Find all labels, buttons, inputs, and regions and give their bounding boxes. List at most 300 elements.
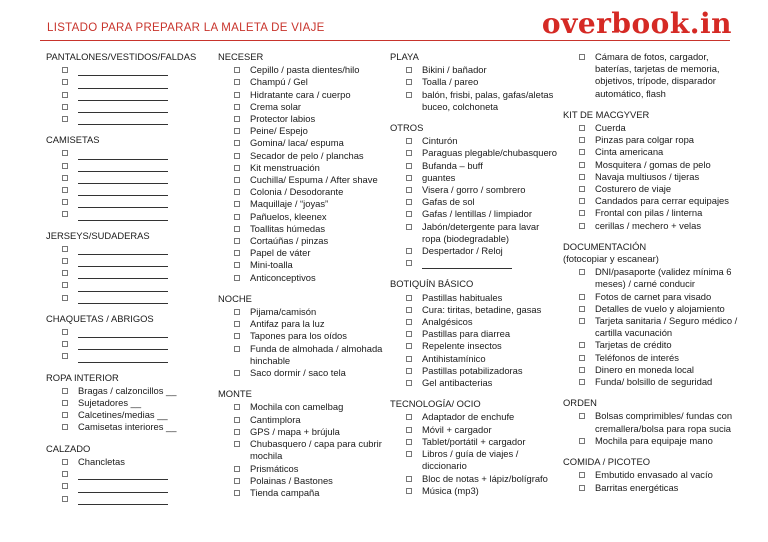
checklist-item xyxy=(218,211,386,223)
checklist-item xyxy=(390,245,560,257)
checkbox-icon[interactable] xyxy=(406,356,412,362)
item-label: Móvil + cargador xyxy=(422,423,492,435)
checkbox-icon[interactable] xyxy=(579,162,585,168)
item-label: Analgésicos xyxy=(422,316,473,328)
checklist-item xyxy=(563,303,743,315)
checklist-item xyxy=(46,243,212,255)
checklist-item xyxy=(218,162,386,174)
checklist-item xyxy=(390,304,560,316)
item-label: Tarjeta sanitaria / Seguro médico / cartilla vacunación xyxy=(595,315,738,339)
checklist-section xyxy=(218,293,386,379)
item-label: Sujetadores __ xyxy=(78,397,142,409)
checklist-item xyxy=(390,257,560,269)
checklist-item xyxy=(218,137,386,149)
checklist-item xyxy=(218,438,386,462)
checkbox-icon[interactable] xyxy=(579,269,585,275)
item-label: Polainas / Bastones xyxy=(250,474,333,486)
item-label: Toallitas húmedas xyxy=(250,222,326,234)
checkbox-icon[interactable] xyxy=(406,163,412,169)
write-in-line[interactable] xyxy=(78,174,168,184)
checkbox-icon[interactable] xyxy=(406,427,412,433)
checkbox-icon[interactable] xyxy=(406,211,412,217)
checkbox-icon[interactable] xyxy=(234,466,240,472)
checklist-item xyxy=(218,235,386,247)
checkbox-icon[interactable] xyxy=(234,250,240,256)
checkbox-icon[interactable] xyxy=(62,496,68,502)
checkbox-icon[interactable] xyxy=(234,346,240,352)
item-label: Bolsas comprimibles/ fundas con cremallera/bolsa para ropa sucia xyxy=(595,410,733,434)
write-in-line[interactable] xyxy=(78,495,168,505)
checkbox-icon[interactable] xyxy=(234,189,240,195)
checklist-item xyxy=(46,468,212,480)
checkbox-icon[interactable] xyxy=(62,400,68,406)
checkbox-icon[interactable] xyxy=(62,199,68,205)
checkbox-icon[interactable] xyxy=(62,388,68,394)
checkbox-icon[interactable] xyxy=(234,478,240,484)
checkbox-icon[interactable] xyxy=(579,198,585,204)
section-title: PANTALONES/VESTIDOS/FALDAS xyxy=(46,51,197,62)
item-label: Cuchilla/ Espuma / After shave xyxy=(250,174,378,186)
item-label: Funda/ bolsillo de seguridad xyxy=(595,376,713,388)
checkbox-icon[interactable] xyxy=(579,485,585,491)
checkbox-icon[interactable] xyxy=(579,318,585,324)
checkbox-icon[interactable] xyxy=(579,472,585,478)
checkbox-icon[interactable] xyxy=(406,488,412,494)
item-label: Pañuelos, kleenex xyxy=(250,210,327,222)
checklist-section xyxy=(563,109,743,232)
section-title: BOTIQUÍN BÁSICO xyxy=(390,278,474,290)
write-in-line[interactable] xyxy=(78,103,168,113)
checklist-item xyxy=(390,292,560,304)
checkbox-icon[interactable] xyxy=(406,331,412,337)
blank-write-line xyxy=(78,493,212,505)
checkbox-icon[interactable] xyxy=(406,138,412,144)
item-label: Tablet/portátil + cargador xyxy=(422,435,526,447)
checkbox-icon[interactable] xyxy=(406,79,412,85)
checkbox-icon[interactable] xyxy=(62,79,68,85)
blank-write-line xyxy=(78,101,212,113)
blank-write-line xyxy=(422,257,560,269)
checklist-item xyxy=(218,223,386,235)
checkbox-icon[interactable] xyxy=(234,321,240,327)
item-label: Colonia / Desodorante xyxy=(250,186,344,198)
checkbox-icon[interactable] xyxy=(234,177,240,183)
item-label: Protector labios xyxy=(250,113,316,125)
checklist-item xyxy=(46,147,212,159)
checkbox-icon[interactable] xyxy=(62,483,68,489)
checkbox-icon[interactable] xyxy=(234,429,240,435)
checkbox-icon[interactable] xyxy=(579,210,585,216)
checkbox-icon[interactable] xyxy=(406,224,412,230)
checkbox-icon[interactable] xyxy=(579,125,585,131)
brand-logo: overbook.in xyxy=(541,7,732,40)
item-label: Prismáticos xyxy=(250,462,299,474)
checkbox-icon[interactable] xyxy=(579,186,585,192)
blank-write-line xyxy=(78,208,212,220)
write-in-line[interactable] xyxy=(78,328,168,338)
checkbox-icon[interactable] xyxy=(406,439,412,445)
item-label: Calcetines/medias __ xyxy=(78,409,168,421)
checklist-item xyxy=(563,195,743,207)
checklist-section xyxy=(46,372,212,434)
checkbox-icon[interactable] xyxy=(406,175,412,181)
checklist-item xyxy=(218,125,386,137)
checkbox-icon[interactable] xyxy=(579,413,585,419)
checkbox-icon[interactable] xyxy=(579,174,585,180)
checkbox-icon[interactable] xyxy=(234,79,240,85)
checklist-item xyxy=(563,376,743,388)
checkbox-icon[interactable] xyxy=(62,187,68,193)
checklist-item xyxy=(46,421,212,433)
checklist-item xyxy=(563,315,743,339)
checklist-item xyxy=(390,340,560,352)
checkbox-icon[interactable] xyxy=(406,92,412,98)
checklist-section xyxy=(390,122,560,269)
checkbox-icon[interactable] xyxy=(62,471,68,477)
checkbox-icon[interactable] xyxy=(62,67,68,73)
blank-write-line xyxy=(78,468,212,480)
item-label: Repelente insectos xyxy=(422,340,502,352)
blank-write-line xyxy=(78,292,212,304)
item-label: Saco dormir / saco tela xyxy=(250,367,346,379)
checkbox-icon[interactable] xyxy=(234,128,240,134)
write-in-line[interactable] xyxy=(78,470,168,480)
checkbox-icon[interactable] xyxy=(62,104,68,110)
item-label: Papel de váter xyxy=(250,247,311,259)
checklist-item xyxy=(390,328,560,340)
item-label: Barritas energéticas xyxy=(595,481,679,493)
checklist-item xyxy=(46,101,212,113)
item-label: Antihistamínico xyxy=(422,352,486,364)
checkbox-icon[interactable] xyxy=(62,92,68,98)
checkbox-icon[interactable] xyxy=(234,309,240,315)
checkbox-icon[interactable] xyxy=(234,490,240,496)
checkbox-icon[interactable] xyxy=(62,282,68,288)
checklist-item xyxy=(218,426,386,438)
checklist-item xyxy=(563,207,743,219)
checkbox-icon[interactable] xyxy=(234,262,240,268)
checklist-item xyxy=(218,272,386,284)
section-title: CAMISETAS xyxy=(46,134,100,146)
blank-write-line xyxy=(78,113,212,125)
item-label: Embutido envasado al vacío xyxy=(595,469,713,481)
write-in-line[interactable] xyxy=(78,150,168,160)
checklist-item xyxy=(46,397,212,409)
checkbox-icon[interactable] xyxy=(234,165,240,171)
item-label: Detalles de vuelo y alojamiento xyxy=(595,302,725,314)
item-label: Cantimplora xyxy=(250,413,301,425)
item-label: Despertador / Reloj xyxy=(422,245,503,257)
checklist-item xyxy=(390,160,560,172)
item-label: Peine/ Espejo xyxy=(250,125,308,137)
checklist-section xyxy=(390,398,560,497)
checkbox-icon[interactable] xyxy=(234,275,240,281)
checkbox-icon[interactable] xyxy=(406,414,412,420)
section-subtitle: (fotocopiar y escanear) xyxy=(563,253,659,265)
section-title: TECNOLOGÍA/ OCIO xyxy=(390,398,481,410)
checklist-section xyxy=(390,51,560,113)
item-label: Antifaz para la luz xyxy=(250,318,325,330)
checkbox-icon[interactable] xyxy=(62,270,68,276)
checkbox-icon[interactable] xyxy=(406,248,412,254)
checkbox-icon[interactable] xyxy=(234,214,240,220)
checklist-item xyxy=(46,160,212,172)
write-in-line[interactable] xyxy=(78,66,168,76)
checklist-item xyxy=(218,414,386,426)
section-title: DOCUMENTACIÓN xyxy=(563,240,647,252)
item-label: Gafas / lentillas / limpiador xyxy=(422,208,532,220)
checklist-item xyxy=(46,338,212,350)
item-label: Funda de almohada / almohada hinchable xyxy=(250,342,383,366)
item-label: balón, frisbi, palas, gafas/aletas buceo, colchoneta xyxy=(422,88,554,112)
section-title: CHAQUETAS / ABRIGOS xyxy=(46,312,154,324)
checklist-item xyxy=(218,306,386,318)
checklist-item xyxy=(46,255,212,267)
item-label: Gel antibacterias xyxy=(422,377,493,389)
checkbox-icon[interactable] xyxy=(406,295,412,301)
blank-write-line xyxy=(78,279,212,291)
item-label: Cámara de fotos, cargador, baterías, tarjetas de memoria, objetivos, trípode, disparador automático, flash xyxy=(595,51,720,99)
checklist-item xyxy=(390,89,560,113)
checkbox-icon[interactable] xyxy=(406,319,412,325)
item-label: Chancletas xyxy=(78,455,125,467)
checklist-item xyxy=(46,326,212,338)
checkbox-icon[interactable] xyxy=(234,153,240,159)
item-label: Bloc de notas + lápiz/bolígrafo xyxy=(422,472,548,484)
checkbox-icon[interactable] xyxy=(62,150,68,156)
write-in-line[interactable] xyxy=(78,91,168,101)
item-label: Mosquitera / gomas de pelo xyxy=(595,158,711,170)
write-in-line[interactable] xyxy=(78,115,168,125)
checkbox-icon[interactable] xyxy=(62,459,68,465)
write-in-line[interactable] xyxy=(78,269,168,279)
checklist-item xyxy=(563,171,743,183)
checkbox-icon[interactable] xyxy=(62,163,68,169)
item-label: Teléfonos de interés xyxy=(595,351,679,363)
checkbox-icon[interactable] xyxy=(579,294,585,300)
checkbox-icon[interactable] xyxy=(234,226,240,232)
checkbox-icon[interactable] xyxy=(234,104,240,110)
item-label: Jabón/detergente para lavar ropa (biodegradable) xyxy=(422,220,540,244)
checklist-item xyxy=(218,150,386,162)
item-label: Cinturón xyxy=(422,135,458,147)
checklist-item xyxy=(46,208,212,220)
checklist-item xyxy=(46,456,212,468)
checklist-section xyxy=(218,388,386,499)
checkbox-icon[interactable] xyxy=(234,417,240,423)
checklist-item xyxy=(218,89,386,101)
section-title: NECESER xyxy=(218,51,264,62)
item-label: Gomina/ laca/ espuma xyxy=(250,137,344,149)
checklist-item xyxy=(563,469,743,481)
checklist-item xyxy=(390,208,560,220)
checkbox-icon[interactable] xyxy=(406,260,412,266)
checkbox-icon[interactable] xyxy=(234,370,240,376)
checklist-item xyxy=(563,364,743,376)
checkbox-icon[interactable] xyxy=(62,295,68,301)
blank-write-line xyxy=(78,76,212,88)
checkbox-icon[interactable] xyxy=(234,92,240,98)
checklist-item xyxy=(390,64,560,76)
checkbox-icon[interactable] xyxy=(234,116,240,122)
write-in-line[interactable] xyxy=(422,259,512,269)
write-in-line[interactable] xyxy=(78,257,168,267)
write-in-line[interactable] xyxy=(78,483,168,493)
item-label: Hidratante cara / cuerpo xyxy=(250,88,351,100)
item-label: Crema solar xyxy=(250,100,302,112)
write-in-line[interactable] xyxy=(78,294,168,304)
checkbox-icon[interactable] xyxy=(579,367,585,373)
checkbox-icon[interactable] xyxy=(62,341,68,347)
page-header xyxy=(0,0,768,44)
item-label: Cortaúñas / pinzas xyxy=(250,235,329,247)
item-label: Mini-toalla xyxy=(250,259,293,271)
checklist-section xyxy=(218,51,386,284)
item-label: Fotos de carnet para visado xyxy=(595,290,712,302)
checkbox-icon[interactable] xyxy=(579,438,585,444)
blank-write-line xyxy=(78,326,212,338)
checklist-item xyxy=(218,76,386,88)
checkbox-icon[interactable] xyxy=(62,412,68,418)
checkbox-icon[interactable] xyxy=(406,199,412,205)
item-label: Visera / gorro / sombrero xyxy=(422,184,526,196)
checklist-section xyxy=(46,134,212,220)
blank-write-line xyxy=(78,147,212,159)
checklist-item xyxy=(390,365,560,377)
checkbox-icon[interactable] xyxy=(62,116,68,122)
item-label: Toalla / pareo xyxy=(422,76,479,88)
checkbox-icon[interactable] xyxy=(579,137,585,143)
checkbox-icon[interactable] xyxy=(234,67,240,73)
checklist-item xyxy=(46,76,212,88)
checklist-item xyxy=(390,316,560,328)
item-label: Cinta americana xyxy=(595,146,664,158)
checklist-item xyxy=(46,409,212,421)
item-label: Champú / Gel xyxy=(250,76,308,88)
checklist-column xyxy=(46,51,212,514)
checklist-item xyxy=(563,291,743,303)
item-label: Frontal con pilas / linterna xyxy=(595,207,703,219)
checkbox-icon[interactable] xyxy=(579,342,585,348)
checkbox-icon[interactable] xyxy=(234,333,240,339)
write-in-line[interactable] xyxy=(78,186,168,196)
checkbox-icon[interactable] xyxy=(234,404,240,410)
checkbox-icon[interactable] xyxy=(406,380,412,386)
checklist-section xyxy=(46,443,212,505)
blank-write-line xyxy=(78,160,212,172)
checkbox-icon[interactable] xyxy=(234,201,240,207)
item-label: Dinero en moneda local xyxy=(595,363,695,375)
item-label: Bikini / bañador xyxy=(422,64,487,76)
checkbox-icon[interactable] xyxy=(406,343,412,349)
checklist-section xyxy=(390,278,560,389)
checkbox-icon[interactable] xyxy=(406,451,412,457)
checkbox-icon[interactable] xyxy=(406,368,412,374)
checklist-item xyxy=(218,367,386,379)
checklist-column xyxy=(218,51,386,508)
document-title: LISTADO PARA PREPARAR LA MALETA DE VIAJE xyxy=(47,22,325,34)
checkbox-icon[interactable] xyxy=(579,54,585,60)
checkbox-icon[interactable] xyxy=(406,307,412,313)
write-in-line[interactable] xyxy=(78,282,168,292)
write-in-line[interactable] xyxy=(78,211,168,221)
checkbox-icon[interactable] xyxy=(234,140,240,146)
checkbox-icon[interactable] xyxy=(406,150,412,156)
checklist-item xyxy=(218,475,386,487)
checkbox-icon[interactable] xyxy=(62,329,68,335)
checkbox-icon[interactable] xyxy=(579,149,585,155)
item-label: Paraguas plegable/chubasquero xyxy=(422,147,557,159)
checklist-item xyxy=(563,159,743,171)
blank-write-line xyxy=(78,267,212,279)
item-label: Pastillas para diarrea xyxy=(422,328,511,340)
checkbox-icon[interactable] xyxy=(62,175,68,181)
section-title: ORDEN xyxy=(563,397,597,409)
checklist-item xyxy=(218,198,386,210)
item-label: Camisetas interiores __ xyxy=(78,421,177,433)
write-in-line[interactable] xyxy=(78,340,168,350)
write-in-line[interactable] xyxy=(78,162,168,172)
section-title: COMIDA / PICOTEO xyxy=(563,456,650,468)
checklist-item xyxy=(46,89,212,101)
checklist-item xyxy=(46,385,212,397)
checklist-item xyxy=(563,220,743,232)
section-title: NOCHE xyxy=(218,292,252,304)
checkbox-icon[interactable] xyxy=(406,67,412,73)
checklist-item xyxy=(46,493,212,505)
checklist-section xyxy=(563,241,743,388)
checklist-item xyxy=(46,292,212,304)
checkbox-icon[interactable] xyxy=(62,424,68,430)
checklist-item xyxy=(563,122,743,134)
checklist-item xyxy=(563,410,743,434)
item-label: Chubasquero / capa para cubrir mochila xyxy=(250,438,382,462)
checkbox-icon[interactable] xyxy=(62,353,68,359)
checkbox-icon[interactable] xyxy=(62,258,68,264)
checkbox-icon[interactable] xyxy=(579,223,585,229)
write-in-line[interactable] xyxy=(78,245,168,255)
checkbox-icon[interactable] xyxy=(62,246,68,252)
checkbox-icon[interactable] xyxy=(579,306,585,312)
item-label: cerillas / mechero + velas xyxy=(595,219,702,231)
checkbox-icon[interactable] xyxy=(406,187,412,193)
checkbox-icon[interactable] xyxy=(234,441,240,447)
checkbox-icon[interactable] xyxy=(234,238,240,244)
checklist-item xyxy=(46,196,212,208)
checklist-item xyxy=(390,147,560,159)
item-label: Navaja multiusos / tijeras xyxy=(595,170,700,182)
blank-write-line xyxy=(78,64,212,76)
checklist-item xyxy=(46,64,212,76)
item-label: Adaptador de enchufe xyxy=(422,411,515,423)
checklist-item xyxy=(218,186,386,198)
write-in-line[interactable] xyxy=(78,198,168,208)
checkbox-icon[interactable] xyxy=(62,211,68,217)
checkbox-icon[interactable] xyxy=(406,476,412,482)
checkbox-icon[interactable] xyxy=(579,379,585,385)
checkbox-icon[interactable] xyxy=(579,355,585,361)
checklist-item xyxy=(563,339,743,351)
blank-write-line xyxy=(78,196,212,208)
item-label: Pastillas habituales xyxy=(422,291,503,303)
checklist-item xyxy=(563,183,743,195)
write-in-line[interactable] xyxy=(78,79,168,89)
checklist-section xyxy=(46,313,212,363)
blank-write-line xyxy=(78,480,212,492)
checklist-item xyxy=(390,485,560,497)
checklist-item xyxy=(390,184,560,196)
write-in-line[interactable] xyxy=(78,353,168,363)
